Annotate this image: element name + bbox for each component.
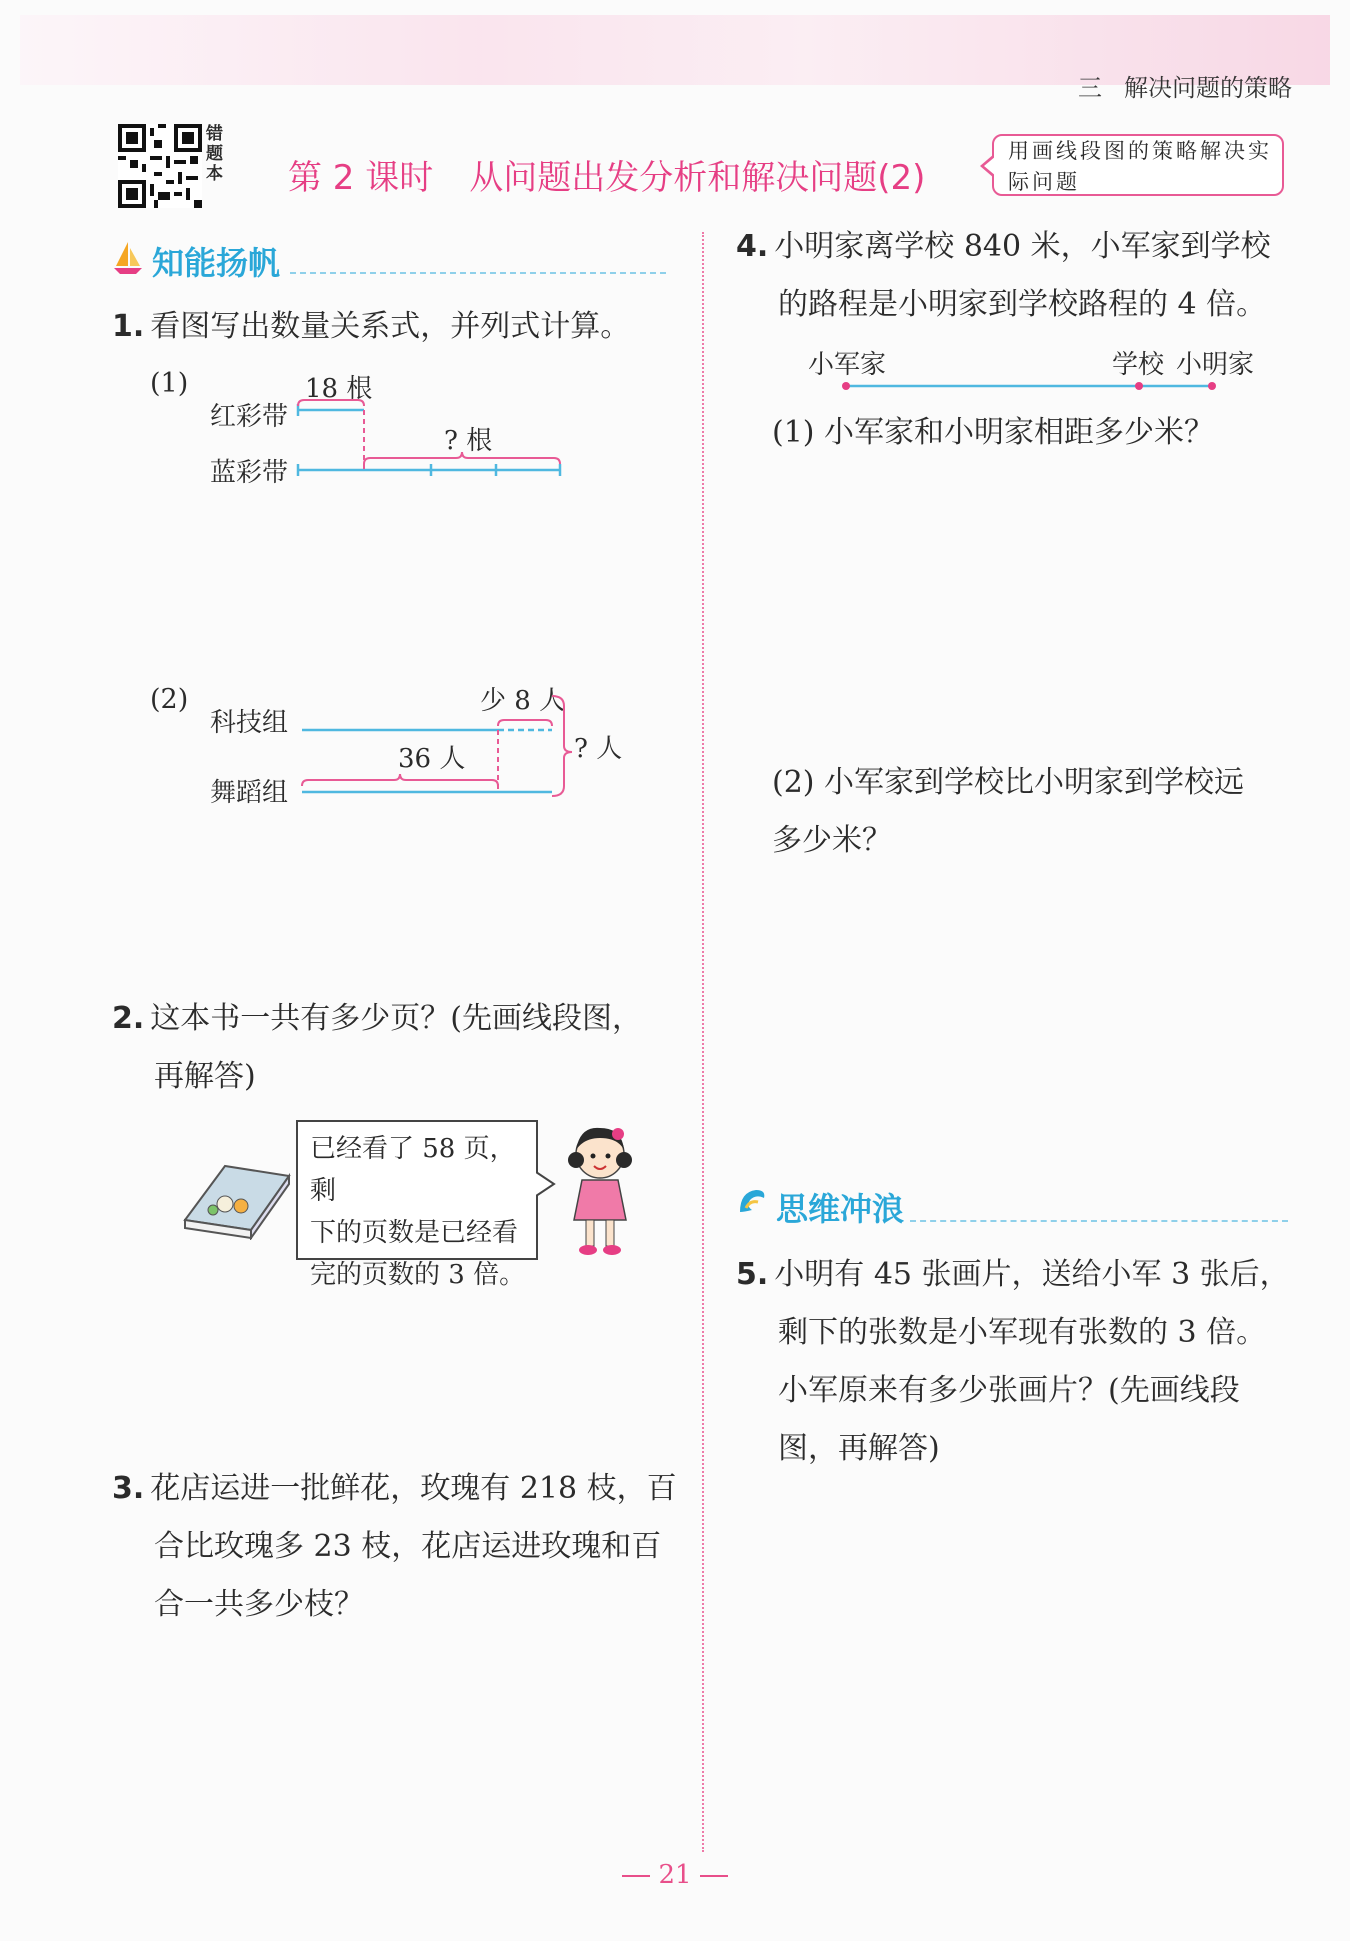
question-text-line1: 小明有 45 张画片，送给小军 3 张后， <box>774 1257 1290 1292</box>
page-number <box>0 1860 1350 1890</box>
question-2 <box>112 990 642 1106</box>
question-number: 2. <box>112 1001 145 1036</box>
sailboat-icon <box>112 240 144 276</box>
section-underline <box>910 1220 1288 1222</box>
q1-sub1-row1-label: 红彩带 <box>210 402 289 432</box>
bubble-line: 已经看了 58 页，剩 <box>310 1134 516 1206</box>
question-text-line2: 再解答) <box>154 1059 256 1094</box>
book-icon <box>175 1160 295 1240</box>
page-number-text: 21 <box>658 1860 692 1890</box>
question-text-line2: 剩下的张数是小军现有张数的 3 倍。 <box>778 1315 1267 1350</box>
question-text-line2: 的路程是小明家到学校路程的 4 倍。 <box>778 287 1267 322</box>
lesson-topic: 从问题出发分析和解决问题(2) <box>469 158 926 198</box>
q1-sub1-brace-value: ? 根 <box>444 426 493 456</box>
q1-sub1-top-value: 18 根 <box>305 374 373 404</box>
q4-label-xiaoming-home: 小明家 <box>1176 350 1255 380</box>
section-heading-thinking: 思维冲浪 <box>776 1190 905 1228</box>
question-text-line1: 这本书一共有多少页？(先画线段图， <box>150 1001 642 1036</box>
bubble-line: 下的页数是已经看 <box>310 1218 519 1248</box>
lesson-tip: 用画线段图的策略解决实际问题 <box>992 134 1284 196</box>
chapter-header <box>1078 68 1292 103</box>
q4-line-diagram <box>840 376 1220 396</box>
q1-sub1-line-diagram <box>290 396 570 486</box>
lesson-title <box>288 150 925 199</box>
girl-character-icon <box>560 1120 640 1260</box>
q1-sub2-total: ? 人 <box>574 734 623 764</box>
question-4 <box>736 218 1271 334</box>
question-text: 看图写出数量关系式，并列式计算。 <box>150 309 631 344</box>
q4-label-xiaojun-home: 小军家 <box>808 350 887 380</box>
question-text-line1: 花店运进一批鲜花，玫瑰有 218 枝，百 <box>150 1471 677 1506</box>
question-text-line4: 图，再解答) <box>778 1431 940 1466</box>
lesson-number: 第 2 课时 <box>288 158 434 198</box>
question-number: 5. <box>736 1257 769 1292</box>
question-text-line3: 小军原来有多少张画片？(先画线段 <box>778 1373 1240 1408</box>
question-number: 4. <box>736 229 769 264</box>
qr-label: 错题本 <box>206 124 223 184</box>
q1-sub1-label: (1) <box>150 368 189 399</box>
q4-sub1: (1) 小军家和小明家相距多少米？ <box>772 415 1215 450</box>
q1-sub2-brace-value: 36 人 <box>398 744 466 774</box>
question-3 <box>112 1460 677 1634</box>
q4-sub2-line1: (2) 小军家到学校比小明家到学校远 <box>772 765 1245 800</box>
speech-bubble <box>296 1120 538 1290</box>
column-divider <box>702 232 704 1852</box>
q1-sub2-row1-label: 科技组 <box>210 708 289 738</box>
question-text-line1: 小明家离学校 840 米，小军家到学校 <box>774 229 1271 264</box>
question-number: 3. <box>112 1471 145 1506</box>
q4-sub2-line2: 多少米？ <box>772 823 892 858</box>
question-1 <box>112 298 630 356</box>
question-5 <box>736 1246 1290 1478</box>
q1-sub2-label: (2) <box>150 684 189 715</box>
bubble-pointer <box>536 1170 556 1200</box>
wave-icon <box>736 1186 768 1220</box>
q1-sub1-row2-label: 蓝彩带 <box>210 458 289 488</box>
q1-sub2-row2-label: 舞蹈组 <box>210 778 289 808</box>
question-text-line2: 合比玫瑰多 23 枝，花店运进玫瑰和百 <box>154 1529 662 1564</box>
bubble-line: 完的页数的 3 倍。 <box>310 1260 526 1290</box>
q4-sub2 <box>772 754 1244 870</box>
q1-sub2-line-diagram <box>290 690 580 800</box>
chapter-number: 三 <box>1078 74 1102 102</box>
question-number: 1. <box>112 309 145 344</box>
question-text-line3: 合一共多少枝？ <box>154 1587 364 1622</box>
chapter-title: 解决问题的策略 <box>1124 74 1292 102</box>
section-underline <box>290 272 666 274</box>
q4-label-school: 学校 <box>1112 350 1165 380</box>
qr-code-icon[interactable] <box>118 124 202 208</box>
q1-sub2-difference: 少 8 人 <box>480 686 566 716</box>
section-heading-knowledge: 知能扬帆 <box>152 244 281 282</box>
